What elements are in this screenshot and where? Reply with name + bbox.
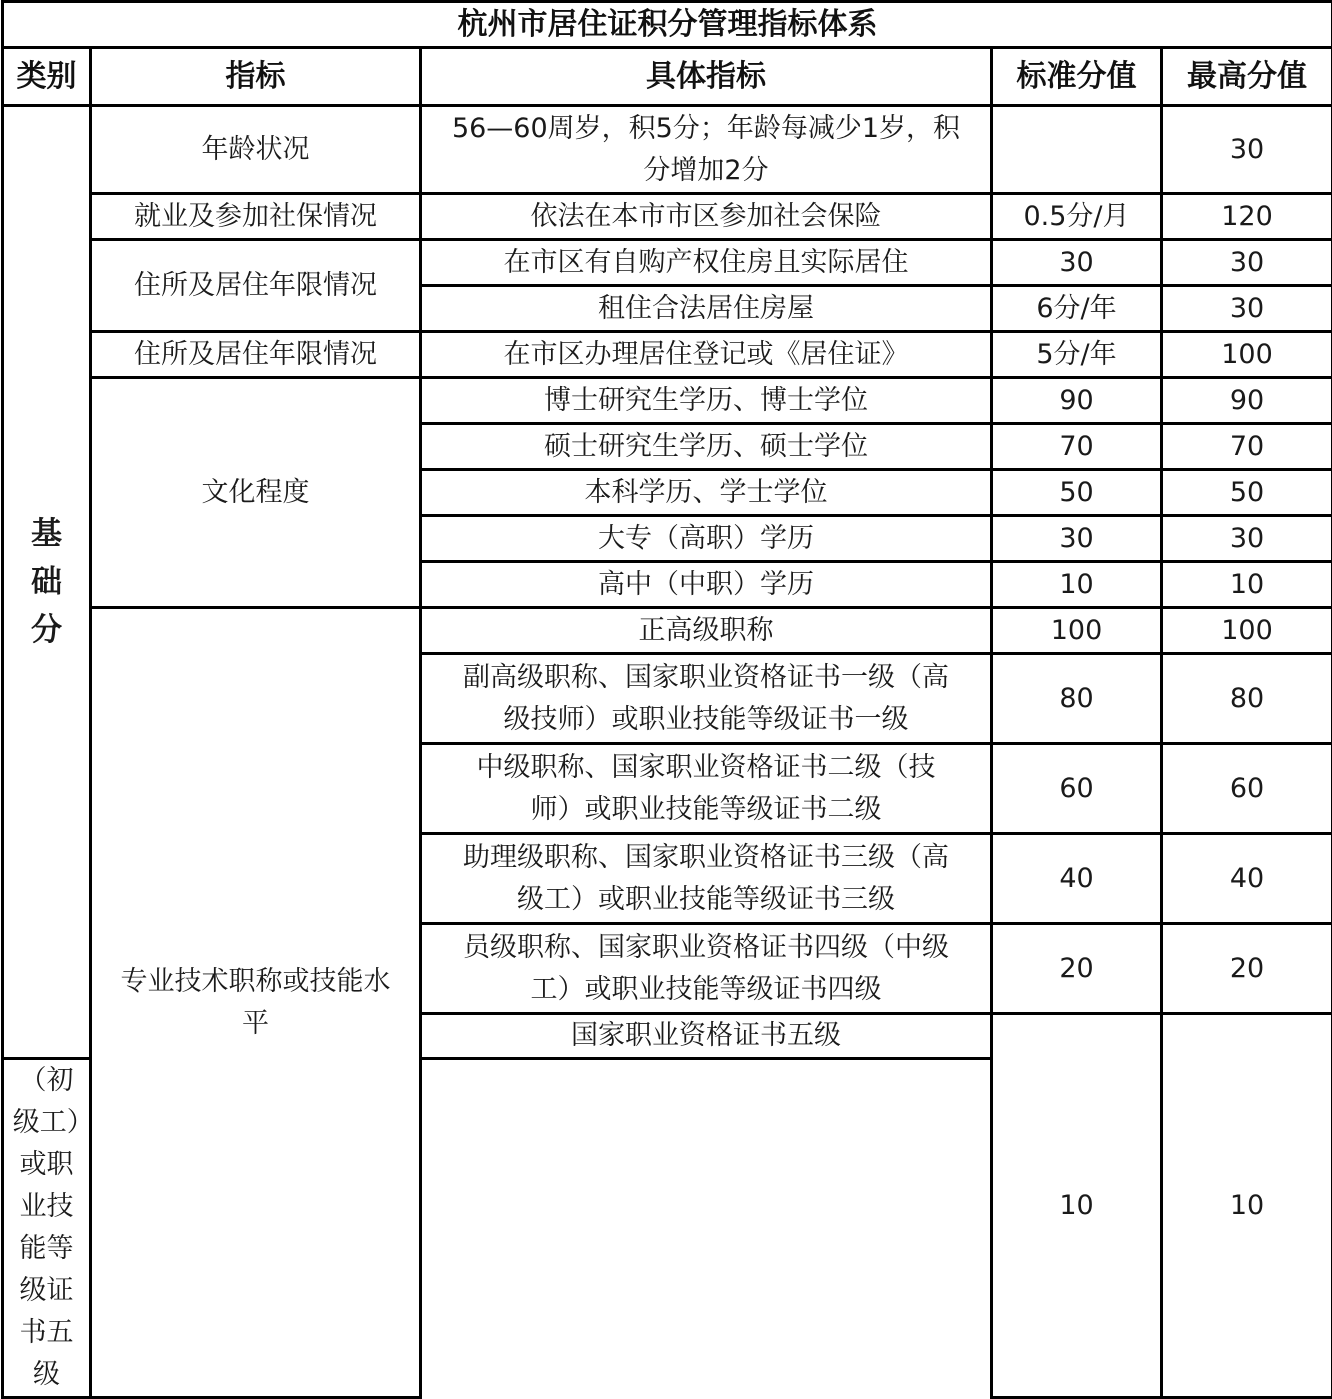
- max-score-cell: 10: [1162, 1014, 1332, 1398]
- indicator-cell: 年龄状况: [91, 106, 421, 194]
- specific-indicator-cell: [421, 924, 992, 1014]
- specific-line: 员级职称、国家职业资格证书四级（中级: [426, 927, 986, 969]
- specific-line: 级技师）或职业技能等级证书一级: [426, 699, 986, 741]
- standard-score-cell: 5分/年: [992, 332, 1162, 378]
- specific-line: 助理级职称、国家职业资格证书三级（高: [426, 837, 986, 879]
- specific-line: 级工）或职业技能等级证书三级: [426, 879, 986, 921]
- title-row: [3, 2, 1332, 48]
- specific-line: 分增加2分: [426, 150, 986, 192]
- standard-score-cell: 30: [992, 516, 1162, 562]
- max-score-cell: 30: [1162, 516, 1332, 562]
- standard-score-cell: 30: [992, 240, 1162, 286]
- standard-score-cell: 80: [992, 654, 1162, 744]
- standard-score-cell: 10: [992, 1014, 1162, 1398]
- specific-indicator-cell: [421, 654, 992, 744]
- category-char: 基: [4, 510, 89, 558]
- points-index-table: [1, 0, 1332, 1399]
- max-score-cell: 120: [1162, 194, 1332, 240]
- max-score-cell: 10: [1162, 562, 1332, 608]
- max-score-cell: 80: [1162, 654, 1332, 744]
- max-score-cell: 30: [1162, 240, 1332, 286]
- specific-indicator-cell: 博士研究生学历、博士学位: [421, 378, 992, 424]
- specific-indicator-cell: 租住合法居住房屋: [421, 286, 992, 332]
- standard-score-cell: 40: [992, 834, 1162, 924]
- specific-indicator-cell: （初级工）或职业技能等级证书五级: [3, 1059, 91, 1398]
- category-basic-points: [3, 106, 91, 1059]
- specific-indicator-cell: 大专（高职）学历: [421, 516, 992, 562]
- specific-indicator-cell: [421, 744, 992, 834]
- indicator-cell: 住所及居住年限情况: [91, 332, 421, 378]
- specific-line: 56—60周岁，积5分；年龄每减少1岁，积: [426, 108, 986, 150]
- table-row: [3, 194, 1332, 240]
- header-indicator: 指标: [91, 48, 421, 106]
- specific-indicator-cell: 国家职业资格证书五级: [421, 1014, 992, 1059]
- indicator-cell: [91, 608, 421, 1398]
- indicator-line: 专业技术职称或技能水: [96, 961, 415, 1003]
- max-score-cell: 20: [1162, 924, 1332, 1014]
- header-standard-score: 标准分值: [992, 48, 1162, 106]
- max-score-cell: 30: [1162, 286, 1332, 332]
- specific-indicator-cell: 高中（中职）学历: [421, 562, 992, 608]
- standard-score-cell: 60: [992, 744, 1162, 834]
- specific-line: 工）或职业技能等级证书四级: [426, 969, 986, 1011]
- header-specific-indicator: 具体指标: [421, 48, 992, 106]
- max-score-cell: 50: [1162, 470, 1332, 516]
- max-score-cell: 70: [1162, 424, 1332, 470]
- header-category: 类别: [3, 48, 91, 106]
- table-row: [3, 378, 1332, 424]
- specific-line: 中级职称、国家职业资格证书二级（技: [426, 747, 986, 789]
- specific-indicator-cell: 依法在本市市区参加社会保险: [421, 194, 992, 240]
- max-score-cell: 90: [1162, 378, 1332, 424]
- specific-indicator-cell: 在市区办理居住登记或《居住证》: [421, 332, 992, 378]
- category-char: 础: [4, 558, 89, 606]
- indicator-cell: 文化程度: [91, 378, 421, 608]
- table-row: [3, 240, 1332, 286]
- standard-score-cell: 10: [992, 562, 1162, 608]
- standard-score-cell: 70: [992, 424, 1162, 470]
- standard-score-cell: 50: [992, 470, 1162, 516]
- table-row: [3, 608, 1332, 654]
- max-score-cell: 40: [1162, 834, 1332, 924]
- table-row: [3, 332, 1332, 378]
- indicator-cell: 住所及居住年限情况: [91, 240, 421, 332]
- standard-score-cell: 20: [992, 924, 1162, 1014]
- standard-score-cell: [992, 106, 1162, 194]
- header-row: [3, 48, 1332, 106]
- standard-score-cell: 6分/年: [992, 286, 1162, 332]
- max-score-cell: 60: [1162, 744, 1332, 834]
- table-title: 杭州市居住证积分管理指标体系: [3, 2, 1332, 48]
- max-score-cell: 30: [1162, 106, 1332, 194]
- specific-indicator-cell: 在市区有自购产权住房且实际居住: [421, 240, 992, 286]
- indicator-line: 平: [96, 1003, 415, 1045]
- max-score-cell: 100: [1162, 608, 1332, 654]
- table-row-age: [3, 106, 1332, 194]
- header-max-score: 最高分值: [1162, 48, 1332, 106]
- specific-indicator-cell: 本科学历、学士学位: [421, 470, 992, 516]
- standard-score-cell: 100: [992, 608, 1162, 654]
- specific-indicator-cell: [421, 834, 992, 924]
- specific-indicator-cell: 硕士研究生学历、硕士学位: [421, 424, 992, 470]
- category-char: 分: [4, 606, 89, 654]
- specific-indicator-cell: [421, 106, 992, 194]
- indicator-cell: 就业及参加社保情况: [91, 194, 421, 240]
- max-score-cell: 100: [1162, 332, 1332, 378]
- standard-score-cell: 90: [992, 378, 1162, 424]
- specific-indicator-cell: 正高级职称: [421, 608, 992, 654]
- standard-score-cell: 0.5分/月: [992, 194, 1162, 240]
- specific-line: 师）或职业技能等级证书二级: [426, 789, 986, 831]
- specific-line: 副高级职称、国家职业资格证书一级（高: [426, 657, 986, 699]
